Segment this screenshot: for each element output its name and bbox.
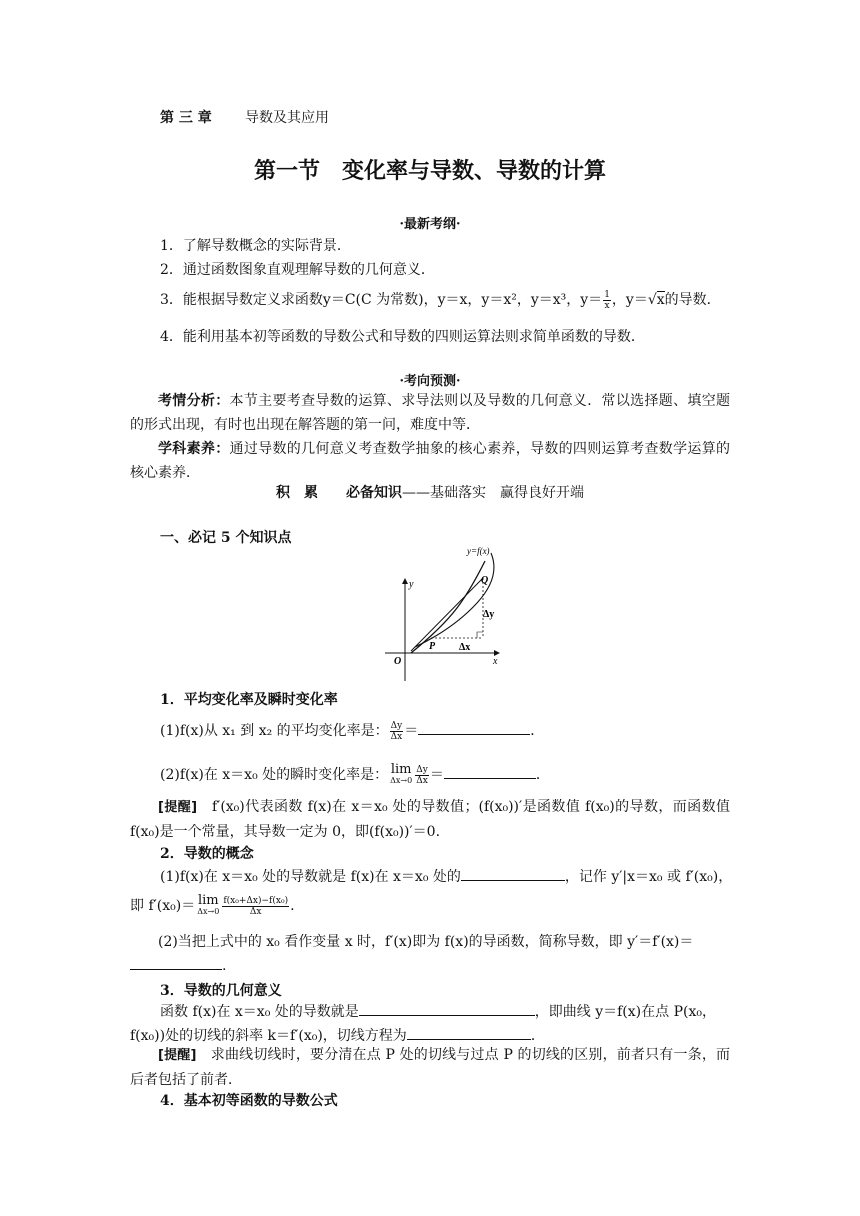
k3-line1 — [160, 1001, 716, 1021]
sqrt-x: √x — [647, 292, 665, 308]
k1-line1 — [160, 720, 544, 742]
period: . — [222, 958, 227, 974]
analysis-label: 考情分析： — [158, 393, 230, 409]
k1-line2 — [160, 764, 550, 786]
syllabus-item-2: 2．通过函数图象直观理解导数的几何意义． — [160, 262, 435, 278]
tip-label: [提醒] — [158, 800, 198, 815]
avg-rate-frac — [390, 721, 404, 742]
blank-avg-rate[interactable] — [418, 722, 530, 735]
k1-title: 1．平均变化率及瞬时变化率 — [160, 692, 338, 708]
derivative-figure — [383, 543, 513, 686]
point-q-label: Q — [481, 575, 489, 586]
blank-inst-rate[interactable] — [444, 766, 536, 779]
eq-sign: ＝ — [429, 767, 444, 783]
chapter-number: 第 三 章 — [160, 110, 212, 126]
point-p-label: P — [429, 641, 436, 652]
frac-den: x — [604, 300, 610, 311]
frac-num: f(x₀+Δx)−f(x₀) — [223, 895, 289, 906]
frac-den: Δx — [416, 775, 428, 786]
k3-line2a: f(x₀))处的切线的斜率 k＝f′(x₀)，切线方程为 — [130, 1028, 407, 1044]
curve-label: y=f(x) — [467, 546, 490, 556]
k3-line1b: ，即曲线 y＝f(x)在点 P(x₀， — [534, 1004, 716, 1020]
k2-line3 — [130, 930, 730, 978]
eq-sign: ＝ — [404, 723, 419, 739]
lim-sub: Δx→0 — [197, 907, 220, 916]
inst-rate-frac — [415, 765, 429, 786]
limit — [390, 764, 412, 786]
k2-line1a: (1)f(x)在 x＝x₀ 处的导数就是 f(x)在 x＝x₀ 处的 — [160, 869, 461, 885]
k2-line3-text: (2)当把上式中的 x₀ 看作变量 x 时，f′(x)即为 f(x)的导函数，简称导数，即 y′＝f′(x)＝ — [158, 934, 694, 950]
k2-line2-text: 即 f′(x₀)＝ — [130, 898, 196, 914]
blank-limit[interactable] — [461, 868, 565, 881]
period: ． — [530, 1028, 545, 1044]
sqrt-radicand: x — [656, 292, 665, 308]
lim-sub: Δx→0 — [390, 776, 413, 785]
blank-geometric[interactable] — [359, 1003, 535, 1016]
syllabus-item-3-text: 3．能根据导数定义求函数 — [160, 292, 323, 308]
origin-label: O — [394, 656, 402, 667]
k3-tip — [130, 1043, 730, 1092]
dot: . — [290, 898, 295, 914]
tip-label: [提醒] — [158, 1048, 197, 1063]
x-axis-label: x — [493, 656, 498, 667]
banner-mid: 必备知识 — [346, 485, 402, 501]
frac-num: Δy — [416, 764, 428, 775]
dy-label: Δy — [483, 609, 495, 620]
tip-text: 求曲线切线时，要分清在点 P 处的切线与过点 P 的切线的区别，前者只有一条，而后者包括了前者． — [130, 1047, 730, 1088]
syllabus-item-3-tail: 的导数． — [664, 292, 721, 308]
literacy-label: 学科素养： — [158, 441, 230, 457]
section-title: 一、必记 5 个知识点 — [160, 530, 292, 546]
k2-line1b: ，记作 y′|x＝x₀ 或 f′(x₀)， — [564, 869, 733, 885]
page-title: 第一节 变化率与导数、导数的计算 — [253, 158, 606, 184]
forecast-heading: ·考向预测· — [399, 374, 461, 389]
limit — [197, 895, 219, 917]
k3-line1a: 函数 f(x)在 x＝x₀ 处的导数就是 — [160, 1004, 359, 1020]
tip-text: f′(x₀)代表函数 f(x)在 x＝x₀ 处的导数值；(f(x₀))′是函数值 f(x₀)的导数，而函数值 f(x₀)是一个常量，其导数一定为 0，即(f(x₀))′＝0. — [130, 799, 731, 840]
k3-title: 3．导数的几何意义 — [160, 983, 282, 999]
blank-derivative[interactable] — [130, 957, 222, 970]
frac-den: Δx — [390, 731, 403, 742]
frac-num: 1 — [604, 289, 610, 300]
k4-title: 4．基本初等函数的导数公式 — [160, 1093, 338, 1109]
syllabus-item-3-funcs: y＝C(C 为常数)，y＝x，y＝x²，y＝x³，y＝ — [322, 292, 603, 308]
analysis-text: 本节主要考查导数的运算、求导法则以及导数的几何意义．常以选择题、填空题的形式出现，有时也出现在解答题的第一问，难度中等． — [130, 393, 731, 433]
banner-left: 积 累 — [276, 485, 318, 501]
k1-line2-text: (2)f(x)在 x＝x₀ 处的瞬时变化率是： — [160, 767, 389, 783]
k2-line2 — [130, 895, 295, 917]
frac-num: Δy — [390, 720, 403, 731]
right-angle — [477, 632, 483, 638]
syllabus-heading: ·最新考纲· — [399, 217, 461, 232]
literacy-text: 通过导数的几何意义考查数学抽象的核心素养，导数的四则运算考查数学运算的核心素养． — [130, 441, 731, 481]
syllabus-item-4: 4．能利用基本初等函数的导数公式和导数的四则运算法则求简单函数的导数． — [160, 329, 645, 345]
dx-label: Δx — [459, 642, 471, 653]
banner-right: ——基础落实 赢得良好开端 — [402, 485, 584, 501]
period: ． — [530, 723, 545, 739]
chapter-title: 导数及其应用 — [245, 110, 329, 126]
frac-den: Δx — [249, 906, 262, 917]
secant-line — [411, 578, 483, 651]
lim-word: lim — [197, 893, 219, 908]
k3-line2 — [130, 1025, 545, 1045]
blank-tangent[interactable] — [407, 1027, 531, 1040]
section-banner — [0, 482, 860, 502]
deriv-frac — [222, 896, 289, 917]
syllabus-item-1: 1．了解导数概念的实际背景． — [160, 238, 351, 254]
forecast-analysis — [130, 389, 730, 437]
k1-tip — [130, 795, 730, 844]
k2-title: 2．导数的概念 — [160, 846, 254, 862]
syllabus-item-3: 3．能根据导数定义求函数y＝C(C 为常数)，y＝x，y＝x²，y＝x³，y＝ $\frac{1}{x}$ ，y＝√x的导数． — [160, 289, 721, 311]
one-over-x — [603, 290, 611, 311]
period: ． — [535, 767, 550, 783]
k1-line1-text: (1)f(x)从 x₁ 到 x₂ 的平均变化率是： — [160, 723, 389, 739]
lim-word: lim — [390, 762, 412, 777]
forecast-literacy — [130, 437, 730, 485]
k2-line1 — [160, 866, 732, 886]
y-axis-label: y — [409, 579, 414, 590]
